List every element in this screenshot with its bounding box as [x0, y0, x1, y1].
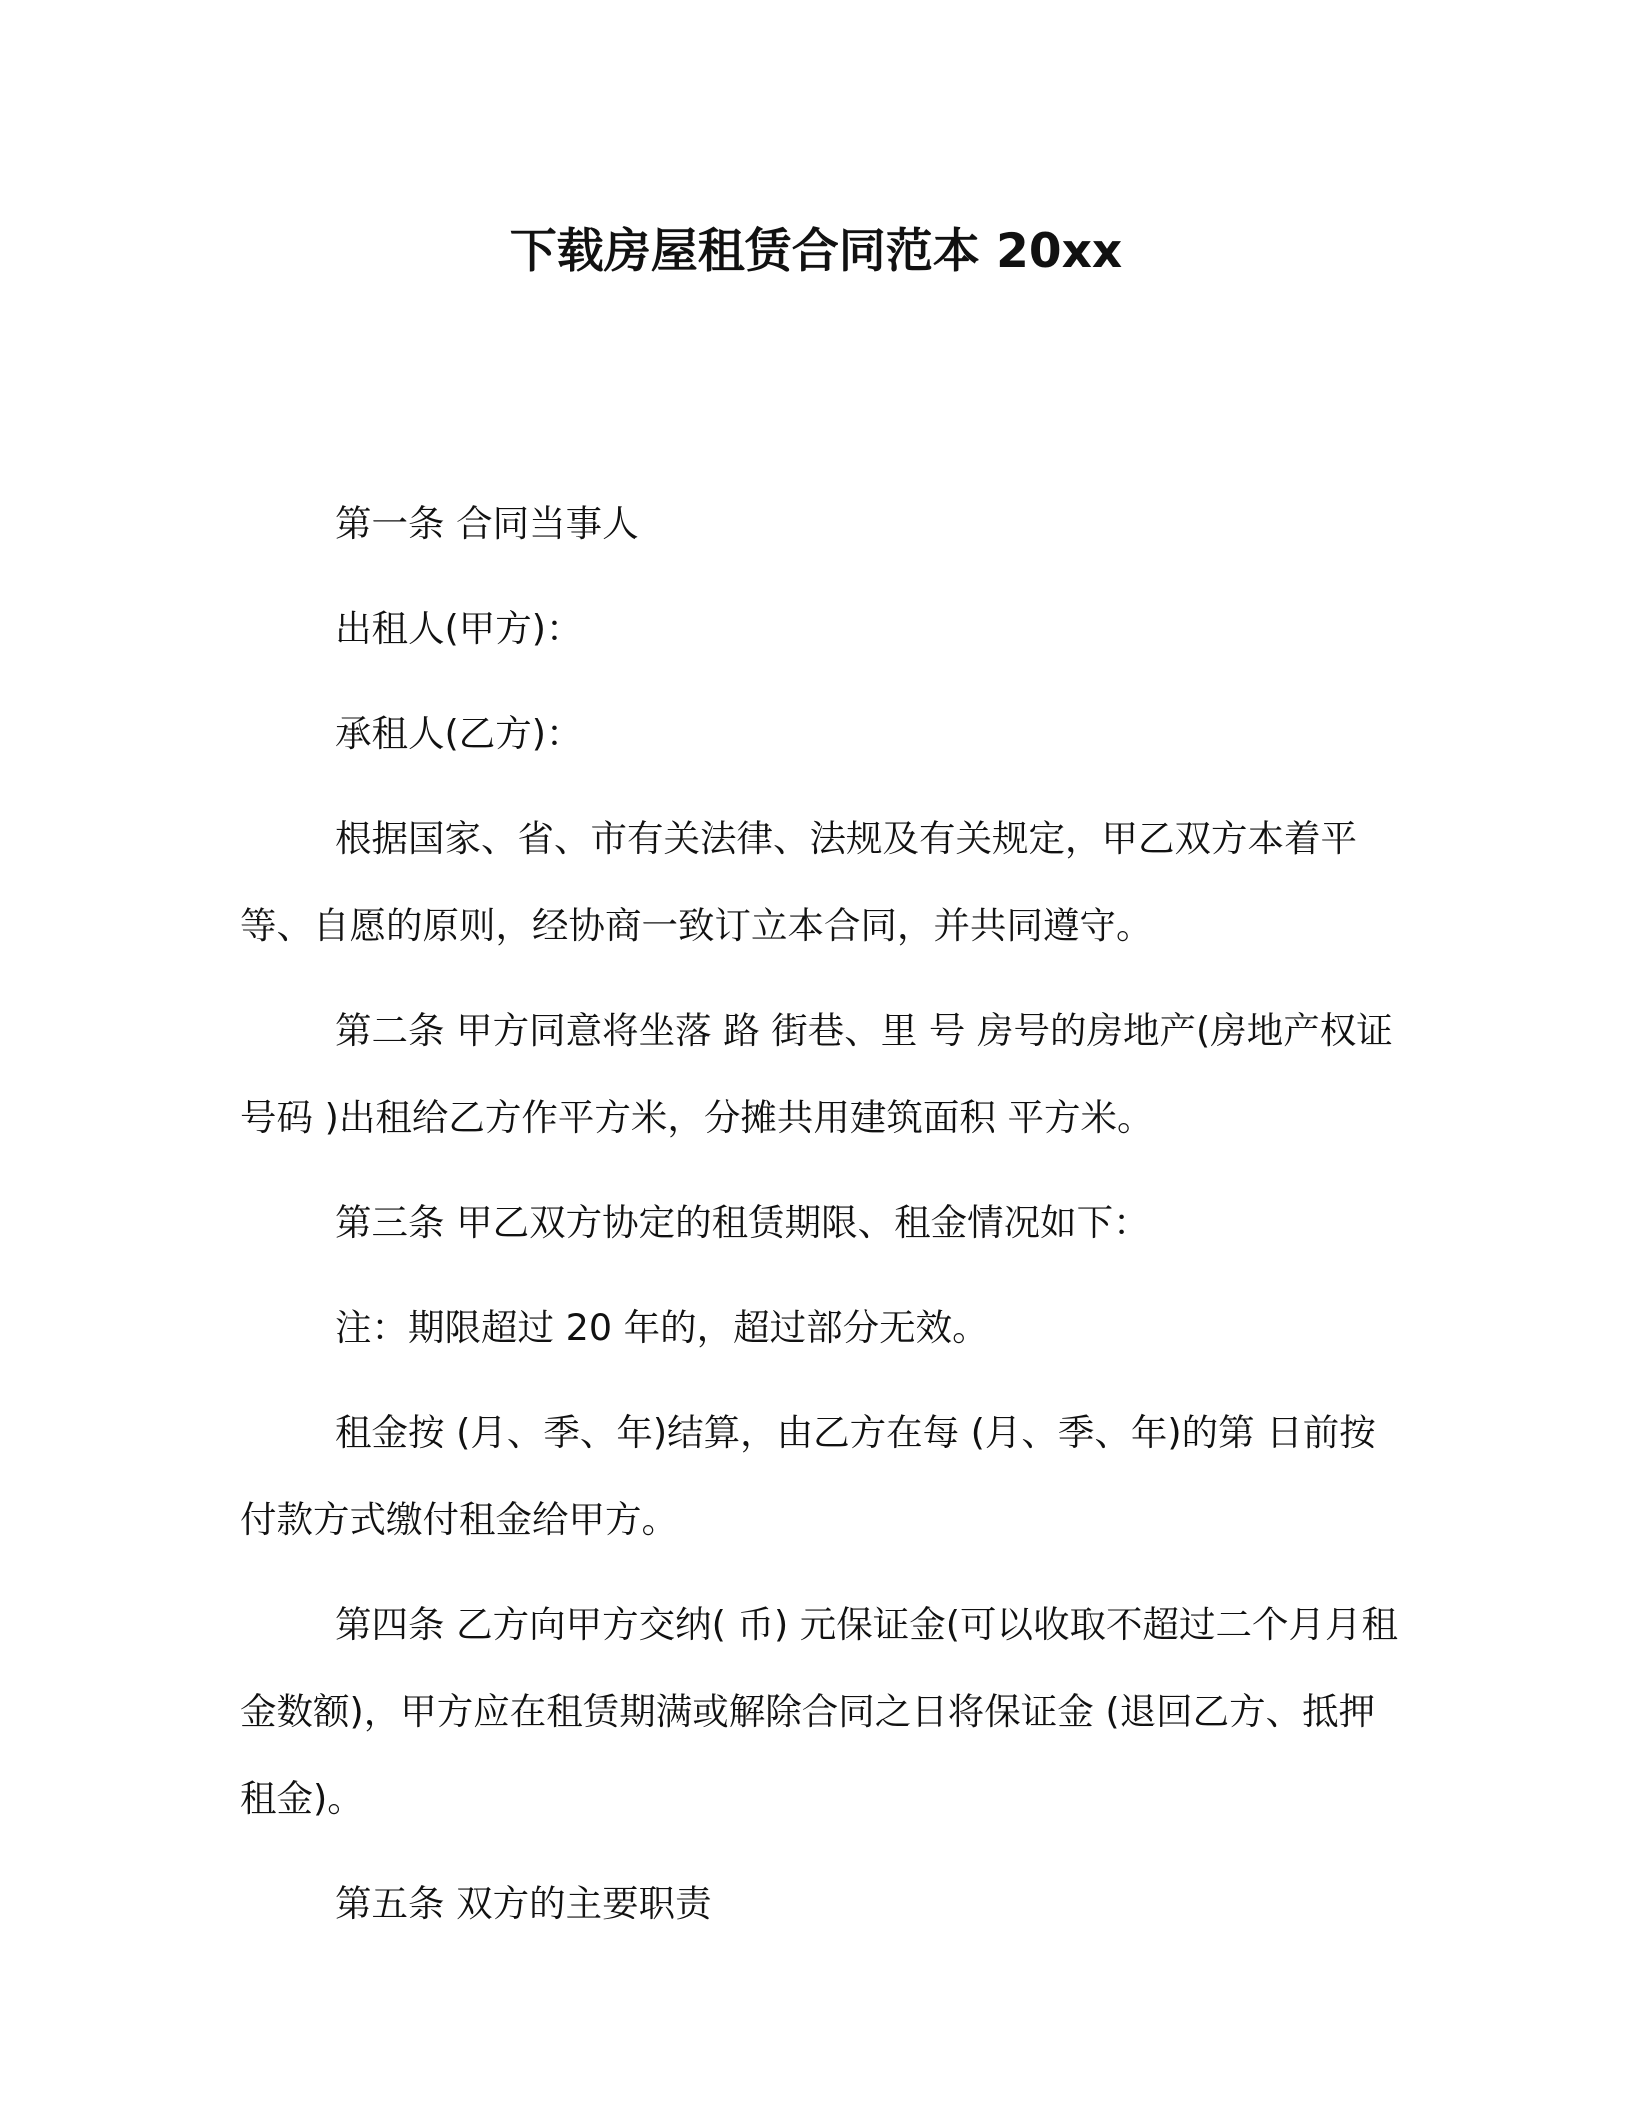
lessee-line: 承租人(乙方)： [335, 712, 583, 755]
term-note-paragraph: 注：期限超过 20 年的，超过部分无效。 [335, 1306, 989, 1349]
basis-paragraph: 根据国家、省、市有关法律、法规及有关规定，甲乙双方本着平等、自愿的原则，经协商一致订立本合同，并共同遵守。 [240, 817, 1357, 947]
document-title: 下载房屋租赁合同范本 20xx [509, 224, 1123, 279]
lessor-line: 出租人(甲方)： [335, 607, 583, 650]
clause-5-heading: 第五条 双方的主要职责 [335, 1882, 712, 1925]
clause-2-paragraph: 第二条 甲方同意将坐落 路 街巷、里 号 房号的房地产(房地产权证号码 )出租给乙方作平方米，分摊共用建筑面积 平方米。 [240, 1009, 1393, 1139]
clause-3-paragraph: 第三条 甲乙双方协定的租赁期限、租金情况如下： [335, 1201, 1150, 1244]
clause-1-heading: 第一条 合同当事人 [335, 502, 639, 545]
rent-payment-paragraph: 租金按 (月、季、年)结算，由乙方在每 (月、季、年)的第 日前按付款方式缴付租金给甲方。 [240, 1411, 1376, 1541]
clause-4-paragraph: 第四条 乙方向甲方交纳( 币) 元保证金(可以收取不超过二个月月租金数额)，甲方应在租赁期满或解除合同之日将保证金 (退回乙方、抵押租金)。 [240, 1603, 1399, 1820]
document-body [240, 480, 1410, 1965]
